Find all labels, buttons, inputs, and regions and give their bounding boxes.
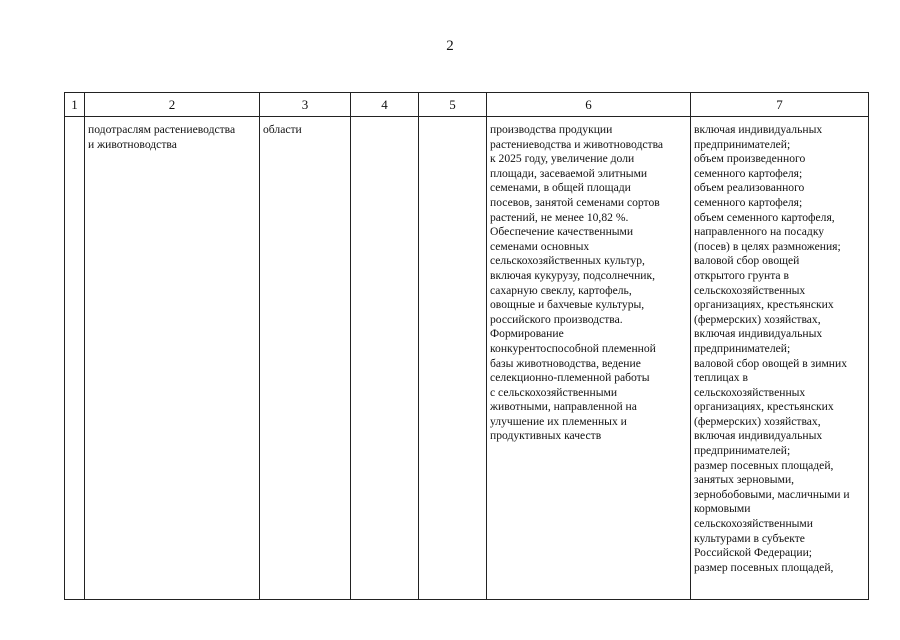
cell-text-line: размер посевных площадей, [694,458,834,472]
cell-text-line: объем произведенного [694,152,806,166]
cell-text-line: конкурентоспособной племенной [490,341,656,355]
cell-text-line: кормовыми [694,502,751,516]
cell-text-line: валовой сбор овощей [694,254,800,268]
cell-text-line: продуктивных качеств [490,429,602,443]
cell-text-line: зернобобовыми, масличными и [694,487,850,501]
cell-text-line: (посев) в целях размножения; [694,239,841,253]
cell-text-line: улучшение их племенных и [490,414,627,428]
cell-text-line: включая индивидуальных [694,429,823,443]
cell-text-line: с сельскохозяйственными [490,385,618,399]
cell-text-line: Российской Федерации; [694,546,813,560]
table-header-row [65,93,869,117]
cell-text-line: сельскохозяйственных культур, [490,254,645,268]
cell-text-line: предпринимателей; [694,341,791,355]
cell-text-line: производства продукции [490,123,613,136]
cell-text-line: организациях, крестьянских [694,298,834,312]
cell-text-line: занятых зерновыми, [694,473,795,487]
cell-text-line: теплицах в [694,371,748,385]
cell-text-line: валовой сбор овощей в зимних [694,356,847,370]
column-header-3: 3 [260,93,351,117]
cell-text-line: подотраслям растениеводства [88,123,236,136]
cell-text-line: организациях, крестьянских [694,400,834,414]
cell-text-line: предпринимателей; [694,444,791,458]
cell-text-line: направленного на посадку [694,225,825,239]
cell-text-line: семенами, в общей площади [490,181,631,195]
cell-text-line: размер посевных площадей, [694,560,834,574]
cell-col-7 [691,117,869,600]
page-number: 2 [446,38,454,54]
cell-text-line: области [263,123,302,136]
cell-col-4 [351,117,419,600]
cell-text-line: базы животноводства, ведение [490,356,641,370]
cell-col-2 [85,117,260,600]
cell-text-line: животными, направленной на [490,400,637,414]
cell-col-1 [65,117,85,600]
cell-text-line: объем семенного картофеля, [694,210,835,224]
cell-text-line: Обеспечение качественными [490,225,634,239]
cell-text-line: сельскохозяйственных [694,385,806,399]
cell-text-line: к 2025 году, увеличение доли [490,152,635,166]
cell-text-line: сельскохозяйственными [694,517,813,531]
cell-text-line: (фермерских) хозяйствах, [694,414,821,428]
cell-text-line: овощные и бахчевые культуры, [490,298,645,312]
column-header-2: 2 [85,93,260,117]
cell-text-line: сахарную свеклу, картофель, [490,283,632,297]
cell-text-line: растений, не менее 10,82 %. [490,210,629,224]
cell-text-line: (фермерских) хозяйствах, [694,312,821,326]
column-header-6: 6 [487,93,691,117]
cell-text-line: открытого грунта в [694,268,789,282]
cell-text-line: российского производства. [490,312,623,326]
cell-text-line: семенного картофеля; [694,195,803,209]
cell-text-line: семенного картофеля; [694,166,803,180]
cell-text-line: включая индивидуальных [694,123,823,136]
cell-text-line: посевов, занятой семенами сортов [490,195,660,209]
cell-text-line: площади, засеваемой элитными [490,166,648,180]
cell-text-line: растениеводства и животноводства [490,137,664,151]
cell-text-line: селекционно-племенной работы [490,371,650,385]
cell-text-line: сельскохозяйственных [694,283,806,297]
cell-text-line: объем реализованного [694,181,805,195]
cell-text-line: предпринимателей; [694,137,791,151]
cell-text-line: и животноводства [88,137,177,151]
column-header-4: 4 [351,93,419,117]
column-header-7: 7 [691,93,869,117]
cell-col-5 [419,117,487,600]
column-header-1: 1 [65,93,85,117]
cell-col-3 [260,117,351,600]
cell-text-line: культурами в субъекте [694,531,805,545]
cell-text-line: Формирование [490,327,564,341]
cell-text-line: семенами основных [490,239,590,253]
cell-text-line: включая индивидуальных [694,327,823,341]
cell-text-line: включая кукурузу, подсолнечник, [490,268,656,282]
table-row [65,117,869,600]
column-header-5: 5 [419,93,487,117]
cell-col-6 [487,117,691,600]
document-table [64,92,869,600]
